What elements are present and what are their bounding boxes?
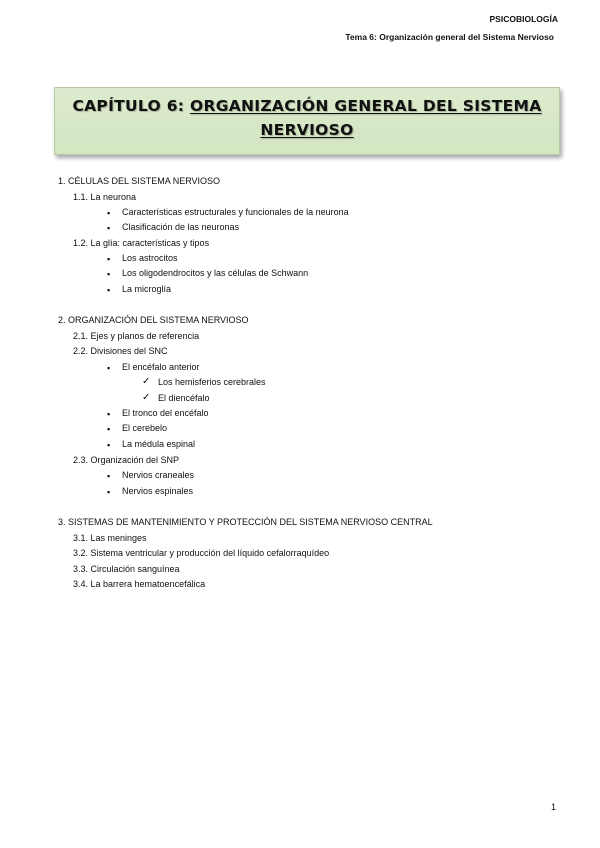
bullet-glyph: ▪ [107, 269, 111, 279]
check-icon: ✓ [142, 376, 151, 387]
subsection-3-3: 3.3. Circulación sanguínea [73, 564, 180, 574]
bullet-glyph: ▪ [107, 363, 111, 373]
chapter-banner [54, 87, 560, 155]
subsection-1-2: 1.2. La glía: características y tipos [73, 238, 210, 248]
section-1-title: 1. CÉLULAS DEL SISTEMA NERVIOSO [58, 176, 221, 186]
chapter-title-line1: ORGANIZACIÓN GENERAL DEL SISTEMA [189, 97, 542, 115]
item-2-3-a: Nervios craneales [122, 470, 195, 480]
item-1-1-a: Características estructurales y funcionales de la neurona [122, 207, 349, 217]
chapter-prefix: CAPÍTULO 6: [72, 97, 185, 115]
item-2-3-b: Nervios espinales [122, 486, 194, 496]
bullet-glyph: ▪ [107, 440, 111, 450]
bullet-glyph: ▪ [107, 285, 111, 295]
bullet-glyph: ▪ [107, 223, 111, 233]
item-1-2-a: Los astrocitos [122, 253, 178, 263]
item-1-2-c: La microglía [122, 284, 172, 294]
chapter-title [55, 88, 559, 142]
bullet-glyph: ▪ [107, 471, 111, 481]
bullet-glyph: ▪ [107, 208, 111, 218]
bullet-glyph: ▪ [107, 409, 111, 419]
bullet-glyph: ▪ [107, 254, 111, 264]
header-topic: Tema 6: Organización general del Sistema Nervioso [345, 32, 554, 42]
check-icon: ✓ [142, 392, 151, 403]
item-1-2-b: Los oligodendrocitos y las células de Schwann [122, 268, 309, 278]
subsection-2-2: 2.2. Divisiones del SNC [73, 346, 168, 356]
subsection-3-4: 3.4. La barrera hematoencefálica [73, 579, 206, 589]
section-3-title: 3. SISTEMAS DE MANTENIMIENTO Y PROTECCIÓN DEL SISTEMA NERVIOSO CENTRAL [58, 517, 433, 527]
subsection-2-3: 2.3. Organización del SNP [73, 455, 180, 465]
item-2-2-a2: El diencéfalo [158, 393, 210, 403]
subsection-3-1: 3.1. Las meninges [73, 533, 147, 543]
item-2-2-a1: Los hemisferios cerebrales [158, 377, 266, 387]
item-2-2-d: La médula espinal [122, 439, 196, 449]
item-2-2-b: El tronco del encéfalo [122, 408, 209, 418]
chapter-title-line2: NERVIOSO [260, 121, 354, 139]
subsection-1-1: 1.1. La neurona [73, 192, 137, 202]
subsection-2-1: 2.1. Ejes y planos de referencia [73, 331, 200, 341]
subsection-3-2: 3.2. Sistema ventricular y producción del líquido cefalorraquídeo [73, 548, 330, 558]
item-1-1-b: Clasificación de las neuronas [122, 222, 240, 232]
page-number: 1 [550, 802, 556, 812]
item-2-2-c: El cerebelo [122, 423, 168, 433]
item-2-2-a: El encéfalo anterior [122, 362, 200, 372]
header-course: PSICOBIOLOGÍA [489, 14, 558, 24]
bullet-glyph: ▪ [107, 424, 111, 434]
section-2-title: 2. ORGANIZACIÓN DEL SISTEMA NERVIOSO [58, 315, 249, 325]
bullet-glyph: ▪ [107, 487, 111, 497]
